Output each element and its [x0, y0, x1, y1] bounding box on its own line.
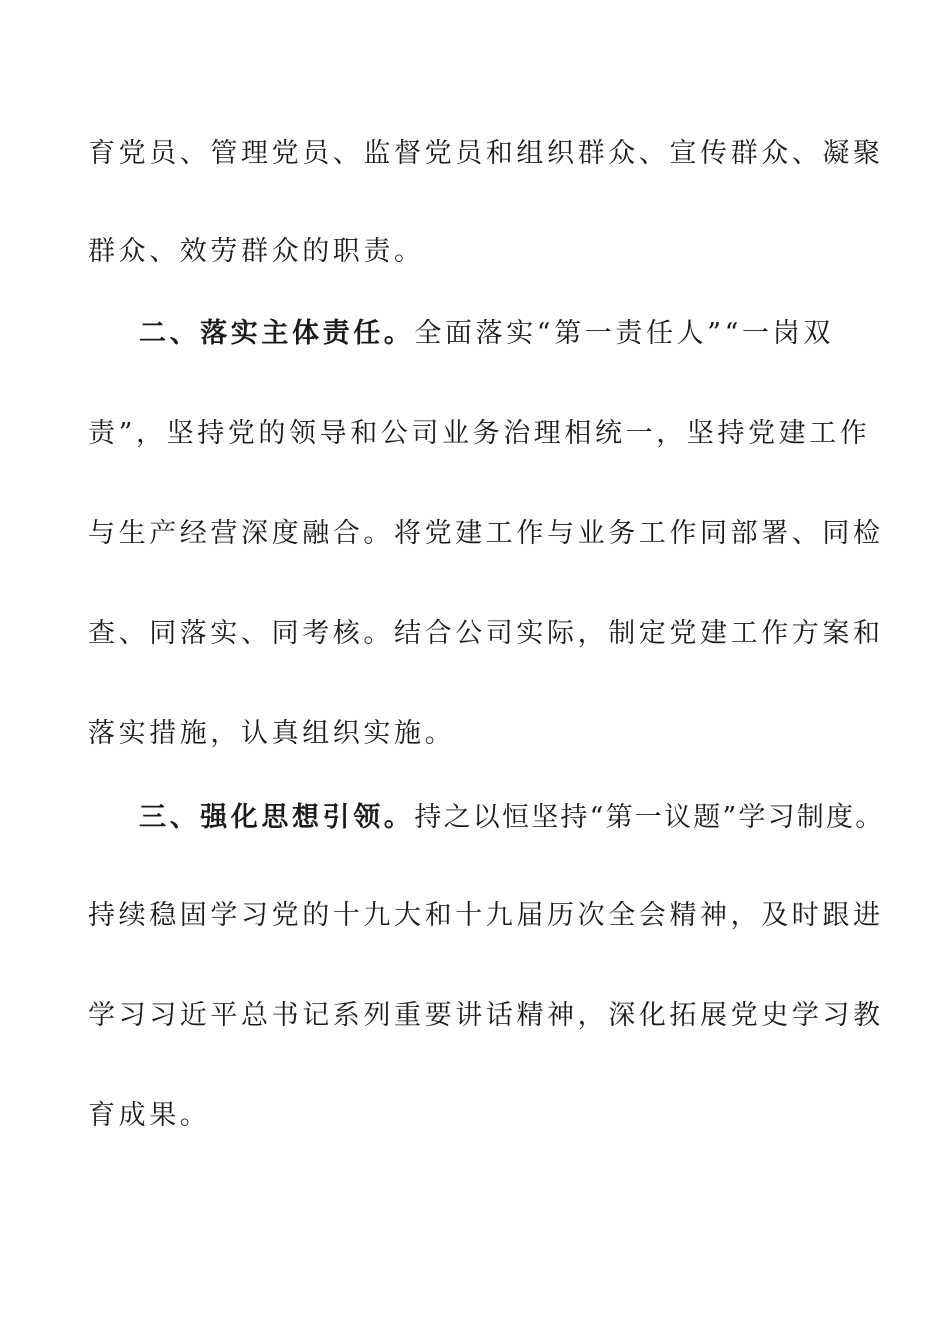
paragraph-text: 全面落实“第一责任人”“一岗双: [414, 318, 834, 349]
paragraph-text: 持之以恒坚持“第一议题”学习制度。: [414, 802, 885, 833]
paragraph-line: 育党员、管理党员、监督党员和组织群众、宣传群众、凝聚: [88, 138, 884, 169]
section-three-first-line: [139, 798, 899, 838]
paragraph-line: 学习习近平总书记系列重要讲话精神，深化拓展党史学习教: [88, 1000, 884, 1031]
paragraph-line: 育成果。: [88, 1100, 211, 1131]
paragraph-line: 与生产经营深度融合。将党建工作与业务工作同部署、同检: [88, 518, 884, 549]
paragraph-line: 持续稳固学习党的十九大和十九届历次全会精神，及时跟进: [88, 900, 884, 931]
paragraph-line: 群众、效劳群众的职责。: [88, 236, 425, 267]
section-two-first-line: [139, 314, 899, 354]
paragraph-line: 查、同落实、同考核。结合公司实际，制定党建工作方案和: [88, 618, 884, 649]
paragraph-line: 落实措施，认真组织实施。: [88, 718, 456, 749]
paragraph-line: 责”，坚持党的领导和公司业务治理相统一，坚持党建工作: [88, 418, 871, 449]
section-two-heading: 二、落实主体责任。: [139, 318, 415, 349]
section-three-heading: 三、强化思想引领。: [139, 802, 415, 833]
